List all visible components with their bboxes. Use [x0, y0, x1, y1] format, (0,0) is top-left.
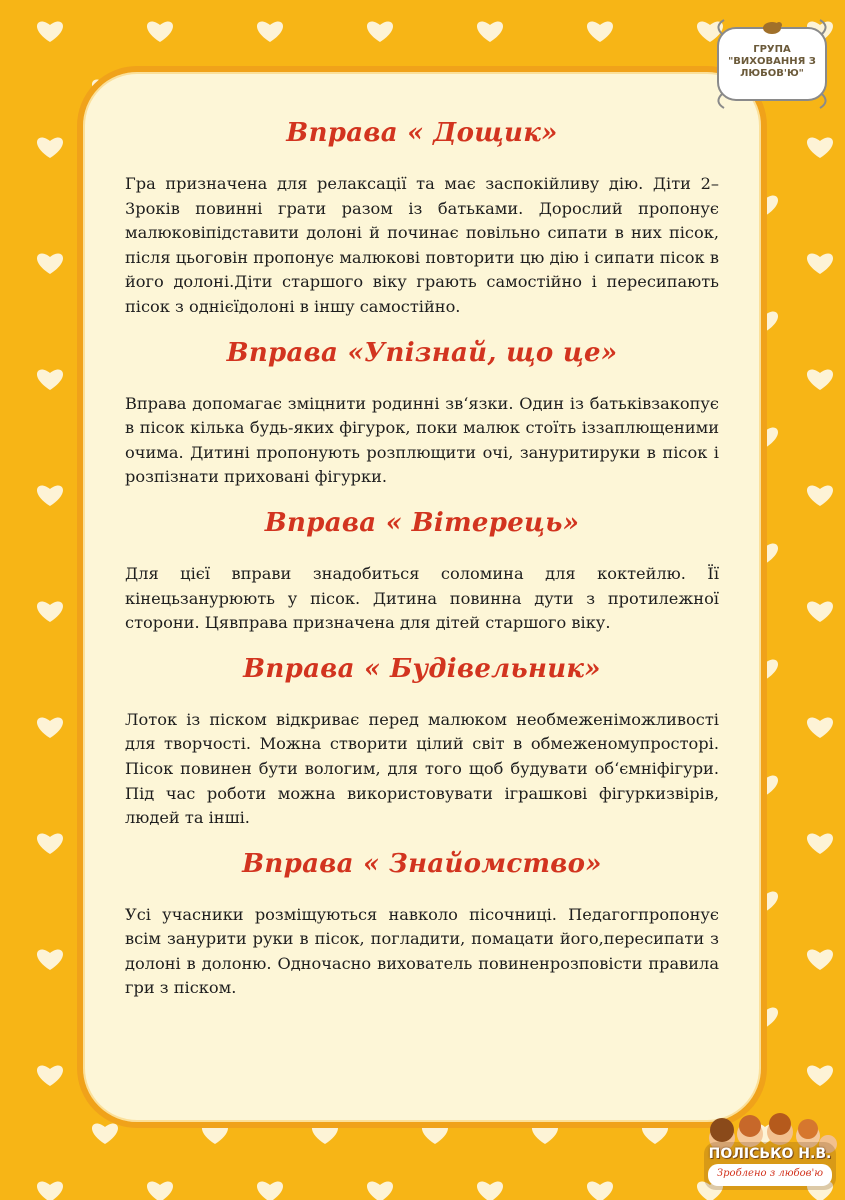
heart-icon	[257, 21, 283, 42]
section-title-upiznai: Вправа «Упізнай, що це»	[226, 337, 618, 368]
heart-icon	[587, 21, 613, 42]
heart-icon	[477, 21, 503, 42]
section-title-znaiomstvo: Вправа « Знайомство»	[242, 848, 602, 879]
heart-icon	[37, 137, 63, 158]
heart-icon	[92, 1123, 118, 1144]
section-text-budivelnyk: Лоток із піском відкриває перед малюком необмеженіможливості для творчості. Можна створити цілий світ в обмеженомупросторі. Пісок повинен бути вологим, для того щоб будувати об‘ємніфігури. Під час роботи можна використовувати іграшкові фігуркизвірів, людей та інші.	[125, 709, 719, 828]
heart-icon	[807, 717, 833, 738]
author-subtitle: Зроблено з любов'ю	[716, 1168, 824, 1179]
heart-icon	[807, 949, 833, 970]
heart-icon	[147, 1181, 173, 1200]
section-text-znaiomstvo: Усі учасники розміщуються навколо пісочниці. Педагогпропонує всім занурити руки в пісок, погладити, помацати його,пересипати з долоні в долоню. Одночасно вихователь повиненрозповісти правила гри з піском.	[125, 904, 719, 998]
heart-icon	[477, 1181, 503, 1200]
heart-icon	[807, 137, 833, 158]
heart-icon	[807, 601, 833, 622]
heart-icon	[807, 253, 833, 274]
group-logo	[712, 14, 832, 110]
heart-icon	[807, 1065, 833, 1086]
heart-icon	[147, 21, 173, 42]
section-title-viterets: Вправа « Вітерець»	[264, 507, 580, 538]
heart-icon	[807, 833, 833, 854]
section-text-viterets: Для цієї вправи знадобиться соломина для коктейлю. Її кінецьзанурюють у пісок. Дитина повинна дути з протилежної сторони. Цявправа призначена для дітей старшого віку.	[125, 563, 719, 633]
section-title-dozhchyk: Вправа « Дощик»	[286, 118, 558, 148]
heart-icon	[807, 485, 833, 506]
content-area	[125, 118, 719, 1001]
heart-icon	[37, 949, 63, 970]
section-title-budivelnyk: Вправа « Будівельник»	[243, 653, 601, 684]
heart-icon	[257, 1181, 283, 1200]
heart-icon	[37, 717, 63, 738]
heart-icon	[807, 369, 833, 390]
author-name: ПОЛІСЬКО Н.В.	[708, 1146, 832, 1162]
group-logo-text: ГРУПА "ВИХОВАННЯ З ЛЮБОВ'Ю"	[728, 44, 816, 79]
content-card	[77, 66, 767, 1128]
heart-icon	[37, 21, 63, 42]
section-text-dozhchyk: Гра призначена для релаксації та має заспокійливу дію. Діти 2–3років повинні грати разом із батьками. Дорослий пропонує малюковіпідставити долоні й починає повільно сипати в них пісок, після цьоговін пропонує малюкові повторити цю дію і сипати пісок в його долоні.Діти старшого віку грають самостійно і пересипають пісок з однієїдолоні в іншу самостійно.	[125, 174, 719, 316]
heart-icon	[37, 1065, 63, 1086]
heart-icon	[37, 833, 63, 854]
heart-icon	[37, 601, 63, 622]
heart-icon	[37, 1181, 63, 1200]
heart-icon	[37, 253, 63, 274]
heart-icon	[367, 1181, 393, 1200]
section-text-upiznai: Вправа допомагає зміцнити родинні зв‘язки. Один із батьківзакопує в пісок кілька будь-яких фігурок, поки малюк стоїть іззаплющеними очима. Дитині пропонують розплющити очі, зануритируки в пісок і розпізнати приховані фігурки.	[125, 393, 719, 487]
heart-icon	[37, 369, 63, 390]
heart-icon	[367, 21, 393, 42]
heart-icon	[587, 1181, 613, 1200]
author-logo	[700, 1112, 840, 1194]
heart-icon	[37, 485, 63, 506]
